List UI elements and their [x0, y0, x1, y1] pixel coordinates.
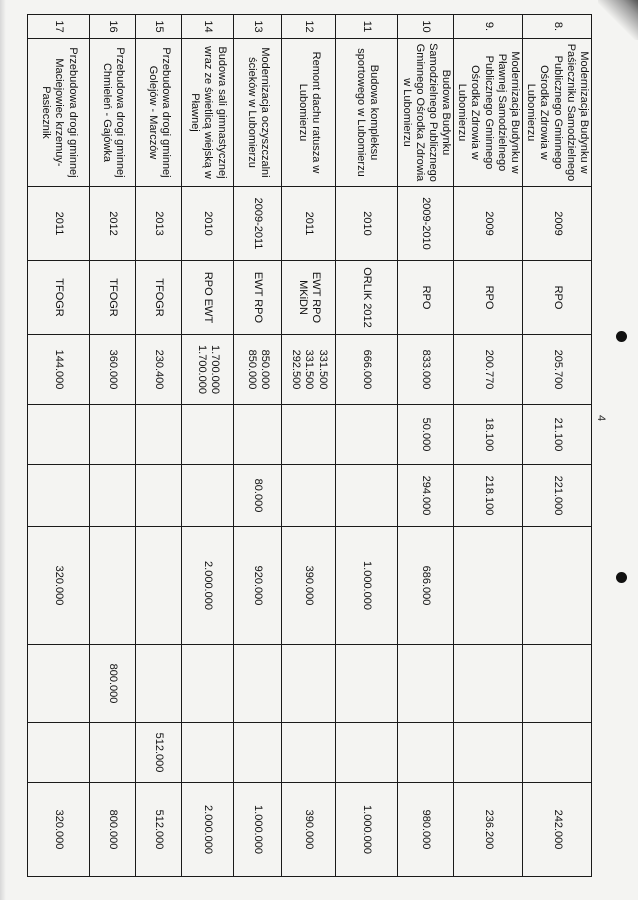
year-2011-cell	[523, 645, 592, 723]
table-row	[523, 15, 592, 877]
funding-source-cell: RPO	[523, 261, 592, 335]
year-2010-cell: 2.000.000	[182, 527, 234, 645]
investment-table	[27, 14, 592, 877]
funding-amount-cell: 144.000	[28, 335, 90, 405]
funding-amount-cell: 833.000	[398, 335, 454, 405]
year-cell: 2009	[454, 187, 523, 261]
page-left-edge	[0, 0, 6, 900]
row-number-cell: 10	[398, 15, 454, 39]
year-2009-cell: 221.000	[523, 465, 592, 527]
year-2010-cell: 1.000.000	[336, 527, 398, 645]
table-row	[182, 15, 234, 877]
total-cost-cell: 1.000.000	[234, 783, 282, 877]
total-cost-cell: 800.000	[90, 783, 136, 877]
table-row	[234, 15, 282, 877]
task-name-cell: Budowa Budynku Samodzielnego Publicznego Gminnego Ośrodka Zdrowia w Lubomierzu	[398, 39, 454, 187]
year-2011-cell	[282, 645, 336, 723]
row-number-cell: 17	[28, 15, 90, 39]
table-row	[336, 15, 398, 877]
total-cost-cell: 512.000	[136, 783, 182, 877]
funding-amount-cell: 331.500 331.500 292.500	[282, 335, 336, 405]
funding-source-cell: RPO	[454, 261, 523, 335]
row-number-cell: 11	[336, 15, 398, 39]
year-cell: 2012	[90, 187, 136, 261]
funding-source-cell: TFOGR	[28, 261, 90, 335]
own-contribution-cell: 18.100	[454, 405, 523, 465]
total-cost-cell: 2.000.000	[182, 783, 234, 877]
year-2009-cell	[282, 465, 336, 527]
total-cost-cell: 242.000	[523, 783, 592, 877]
funding-source-cell: TFOGR	[90, 261, 136, 335]
year-2012-cell	[182, 723, 234, 783]
table-row	[398, 15, 454, 877]
own-contribution-cell	[336, 405, 398, 465]
task-name-cell: Modernizacja oczyszczalni ścieków w Lubomierzu	[234, 39, 282, 187]
row-number-cell: 12	[282, 15, 336, 39]
task-name-cell: Modernizacja Budynku w Paśieczniku Samodzielnego Publicznego Gminnego Ośrodka Zdrowia w Lubomierzu	[523, 39, 592, 187]
table-row	[90, 15, 136, 877]
row-number-cell: 15	[136, 15, 182, 39]
year-2011-cell	[28, 645, 90, 723]
year-2010-cell: 686.000	[398, 527, 454, 645]
funding-source-cell: RPO EWT	[182, 261, 234, 335]
year-2010-cell	[454, 527, 523, 645]
page-corner-shadow	[598, 0, 638, 40]
page-number: 4	[595, 414, 608, 422]
task-name-cell: Przebudowa drogi gminnej Golejów - Marczów	[136, 39, 182, 187]
year-2012-cell	[398, 723, 454, 783]
total-cost-cell: 320.000	[28, 783, 90, 877]
year-cell: 2011	[28, 187, 90, 261]
year-2009-cell: 294.000	[398, 465, 454, 527]
funding-amount-cell: 230.400	[136, 335, 182, 405]
table-row	[28, 15, 90, 877]
year-2011-cell	[398, 645, 454, 723]
task-name-cell: Budowa kompleksu sportowego w Lubomierzu	[336, 39, 398, 187]
own-contribution-cell	[234, 405, 282, 465]
table-row	[136, 15, 182, 877]
own-contribution-cell	[136, 405, 182, 465]
year-2012-cell	[523, 723, 592, 783]
year-2012-cell	[90, 723, 136, 783]
year-2012-cell	[454, 723, 523, 783]
year-2009-cell	[336, 465, 398, 527]
funding-source-cell: TFOGR	[136, 261, 182, 335]
funding-amount-cell: 850.000 850.000	[234, 335, 282, 405]
own-contribution-cell	[182, 405, 234, 465]
own-contribution-cell	[28, 405, 90, 465]
row-number-cell: 9.	[454, 15, 523, 39]
table-row	[454, 15, 523, 877]
own-contribution-cell	[90, 405, 136, 465]
table-row	[282, 15, 336, 877]
year-2010-cell	[90, 527, 136, 645]
year-2012-cell	[28, 723, 90, 783]
total-cost-cell: 236.200	[454, 783, 523, 877]
total-cost-cell: 390.000	[282, 783, 336, 877]
task-name-cell: Budowa sali gimnastycznej wraz ze świetlicą wiejską w Pławnej	[182, 39, 234, 187]
funding-amount-cell: 205.700	[523, 335, 592, 405]
year-2012-cell	[336, 723, 398, 783]
task-name-cell: Remont dachu ratusza w Lubomierzu	[282, 39, 336, 187]
total-cost-cell: 1.000.000	[336, 783, 398, 877]
year-2012-cell	[234, 723, 282, 783]
year-2010-cell: 320.000	[28, 527, 90, 645]
funding-amount-cell: 666.000	[336, 335, 398, 405]
funding-source-cell: ORLIK 2012	[336, 261, 398, 335]
funding-source-cell: RPO	[398, 261, 454, 335]
funding-amount-cell: 200.770	[454, 335, 523, 405]
own-contribution-cell: 50.000	[398, 405, 454, 465]
year-2011-cell: 800.000	[90, 645, 136, 723]
own-contribution-cell: 21.100	[523, 405, 592, 465]
task-name-cell: Modernizacja Budynku w Pławnej Samodzielnego Publicznego Gminnego Ośrodka Zdrowia w Lubomierzu	[454, 39, 523, 187]
year-2010-cell	[136, 527, 182, 645]
year-cell: 2009-2010	[398, 187, 454, 261]
year-cell: 2011	[282, 187, 336, 261]
task-name-cell: Przebudowa drogi gminnej Maciejowiec krzemuy-Pasiecznik	[28, 39, 90, 187]
year-2011-cell	[182, 645, 234, 723]
row-number-cell: 8.	[523, 15, 592, 39]
year-cell: 2010	[182, 187, 234, 261]
row-number-cell: 16	[90, 15, 136, 39]
row-number-cell: 13	[234, 15, 282, 39]
year-2009-cell	[182, 465, 234, 527]
punch-hole-top	[616, 331, 627, 342]
table-body	[28, 15, 592, 877]
year-2010-cell: 920.000	[234, 527, 282, 645]
year-2009-cell	[28, 465, 90, 527]
rotated-table-container	[40, 14, 592, 876]
own-contribution-cell	[282, 405, 336, 465]
year-2011-cell	[234, 645, 282, 723]
punch-hole-bottom	[616, 572, 627, 583]
year-cell: 2010	[336, 187, 398, 261]
year-2011-cell	[454, 645, 523, 723]
year-cell: 2009	[523, 187, 592, 261]
funding-source-cell: EWT RPO	[234, 261, 282, 335]
year-2009-cell: 218.100	[454, 465, 523, 527]
year-cell: 2013	[136, 187, 182, 261]
funding-amount-cell: 1.700.000 1.700.000	[182, 335, 234, 405]
year-2012-cell	[282, 723, 336, 783]
year-2010-cell: 390.000	[282, 527, 336, 645]
funding-source-cell: EWT RPO MKiDN	[282, 261, 336, 335]
investment-table-wrap	[40, 14, 592, 876]
year-2009-cell	[136, 465, 182, 527]
row-number-cell: 14	[182, 15, 234, 39]
total-cost-cell: 980.000	[398, 783, 454, 877]
year-2011-cell	[336, 645, 398, 723]
task-name-cell: Przebudowa drogi gminnej Chmieleń - Gajówka	[90, 39, 136, 187]
year-2010-cell	[523, 527, 592, 645]
year-2012-cell: 512.000	[136, 723, 182, 783]
year-2009-cell: 80.000	[234, 465, 282, 527]
funding-amount-cell: 360.000	[90, 335, 136, 405]
year-2011-cell	[136, 645, 182, 723]
year-2009-cell	[90, 465, 136, 527]
year-cell: 2009-2011	[234, 187, 282, 261]
